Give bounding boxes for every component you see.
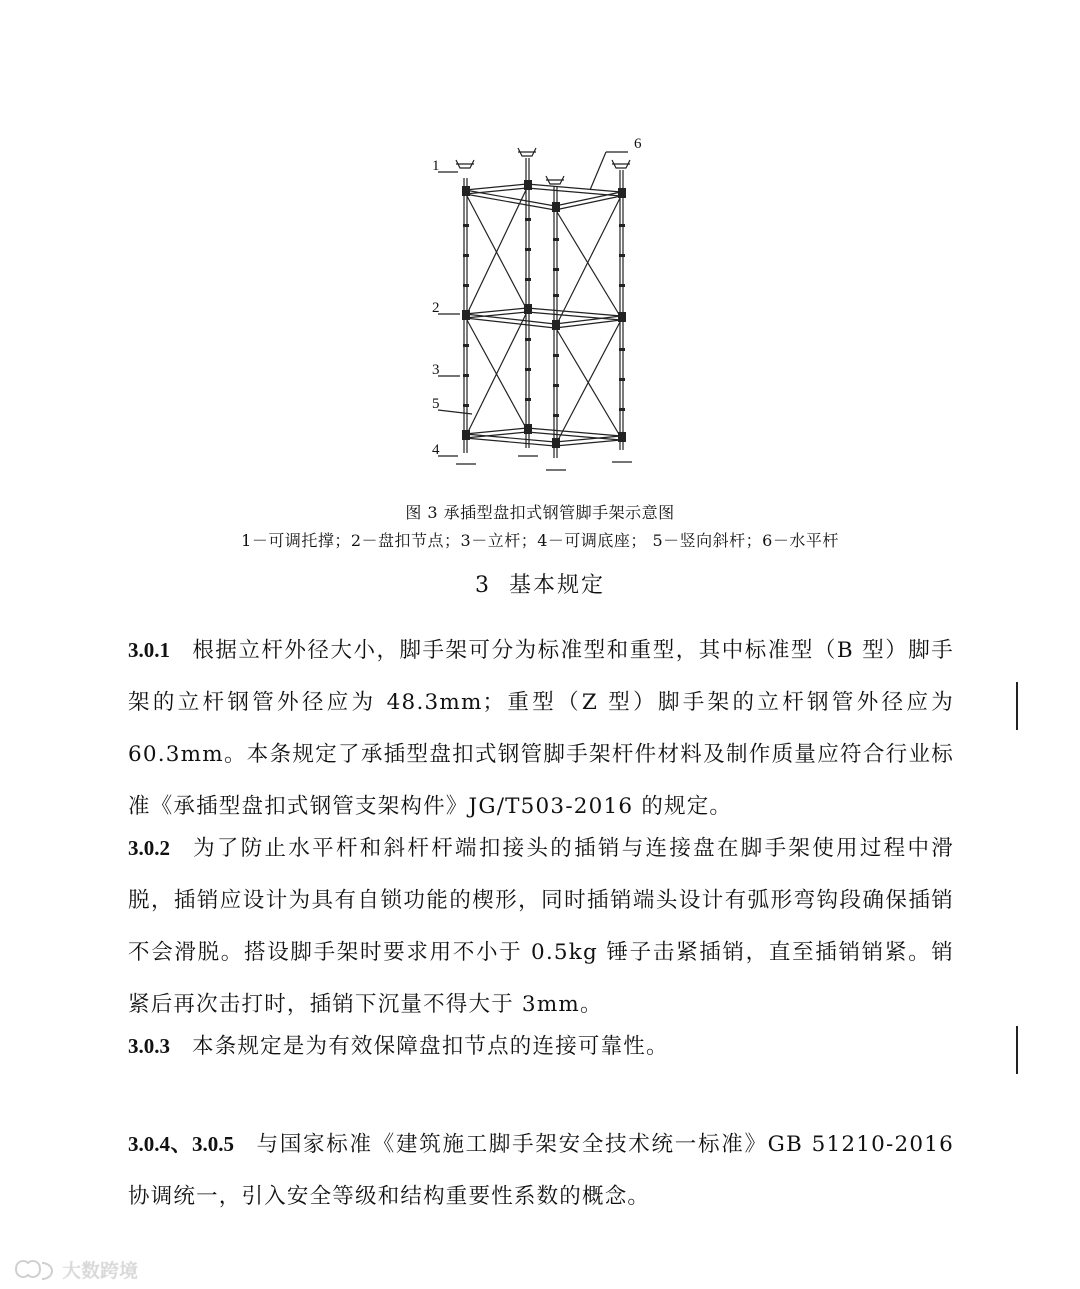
figure-label-1: 1 xyxy=(432,158,440,174)
clause-3-0-3 xyxy=(128,1020,954,1073)
scaffold-diagram xyxy=(420,128,660,478)
figure-caption-title: 图 3 承插型盘扣式钢管脚手架示意图 xyxy=(405,503,675,522)
clause-number: 3.0.4、3.0.5 xyxy=(128,1132,235,1156)
clause-number: 3.0.3 xyxy=(128,1034,170,1058)
clause-number: 3.0.2 xyxy=(128,836,170,860)
figure-label-6: 6 xyxy=(634,136,642,152)
revision-bar xyxy=(1016,1026,1018,1074)
section-heading xyxy=(0,568,1080,599)
section-title: 基本规定 xyxy=(508,573,605,598)
watermark-text: 大数跨境 xyxy=(62,1259,139,1282)
clause-text: 为了防止水平杆和斜杆杆端扣接头的插销与连接盘在脚手架使用过程中滑脱，插销应设计为具有自锁功能的楔形，同时插销端头设计有弧形弯钩段确保插销不会滑脱。搭设脚手架时要求用不小于 0.5kg 锤子击紧插销，直至插销销紧。销紧后再次击打时，插销下沉量不得大于 3mm。 xyxy=(128,836,954,1017)
figure-label-3: 3 xyxy=(432,362,440,378)
scaffold-figure xyxy=(420,128,660,478)
clause-3-0-2 xyxy=(128,822,954,1031)
clause-text: 本条规定是为有效保障盘扣节点的连接可靠性。 xyxy=(192,1034,669,1059)
section-number: 3 xyxy=(474,573,491,598)
figure-label-5: 5 xyxy=(432,396,440,412)
clause-3-0-4-5 xyxy=(128,1118,954,1223)
figure-label-4: 4 xyxy=(432,442,440,458)
logo-icon xyxy=(12,1255,56,1283)
clause-text: 与国家标准《建筑施工脚手架安全技术统一标准》GB 51210-2016 协调统一，引入安全等级和结构重要性系数的概念。 xyxy=(128,1132,954,1209)
revision-bar xyxy=(1016,682,1018,730)
clause-3-0-1 xyxy=(128,624,954,833)
figure-caption-legend: 1－可调托撑；2－盘扣节点；3－立杆；4－可调底座； 5－竖向斜杆；6－水平杆 xyxy=(241,531,839,550)
clause-number: 3.0.1 xyxy=(128,638,170,662)
watermark xyxy=(12,1253,138,1285)
clause-text: 根据立杆外径大小，脚手架可分为标准型和重型，其中标准型（B 型）脚手架的立杆钢管外径应为 48.3mm；重型（Z 型）脚手架的立杆钢管外径应为 60.3mm。本条规定了承插型盘扣式钢管脚手架杆件材料及制作质量应符合行业标准《承插型盘扣式钢管支架构件》JG/T503-2016 的规定。 xyxy=(128,638,954,819)
figure-label-2: 2 xyxy=(432,300,440,316)
